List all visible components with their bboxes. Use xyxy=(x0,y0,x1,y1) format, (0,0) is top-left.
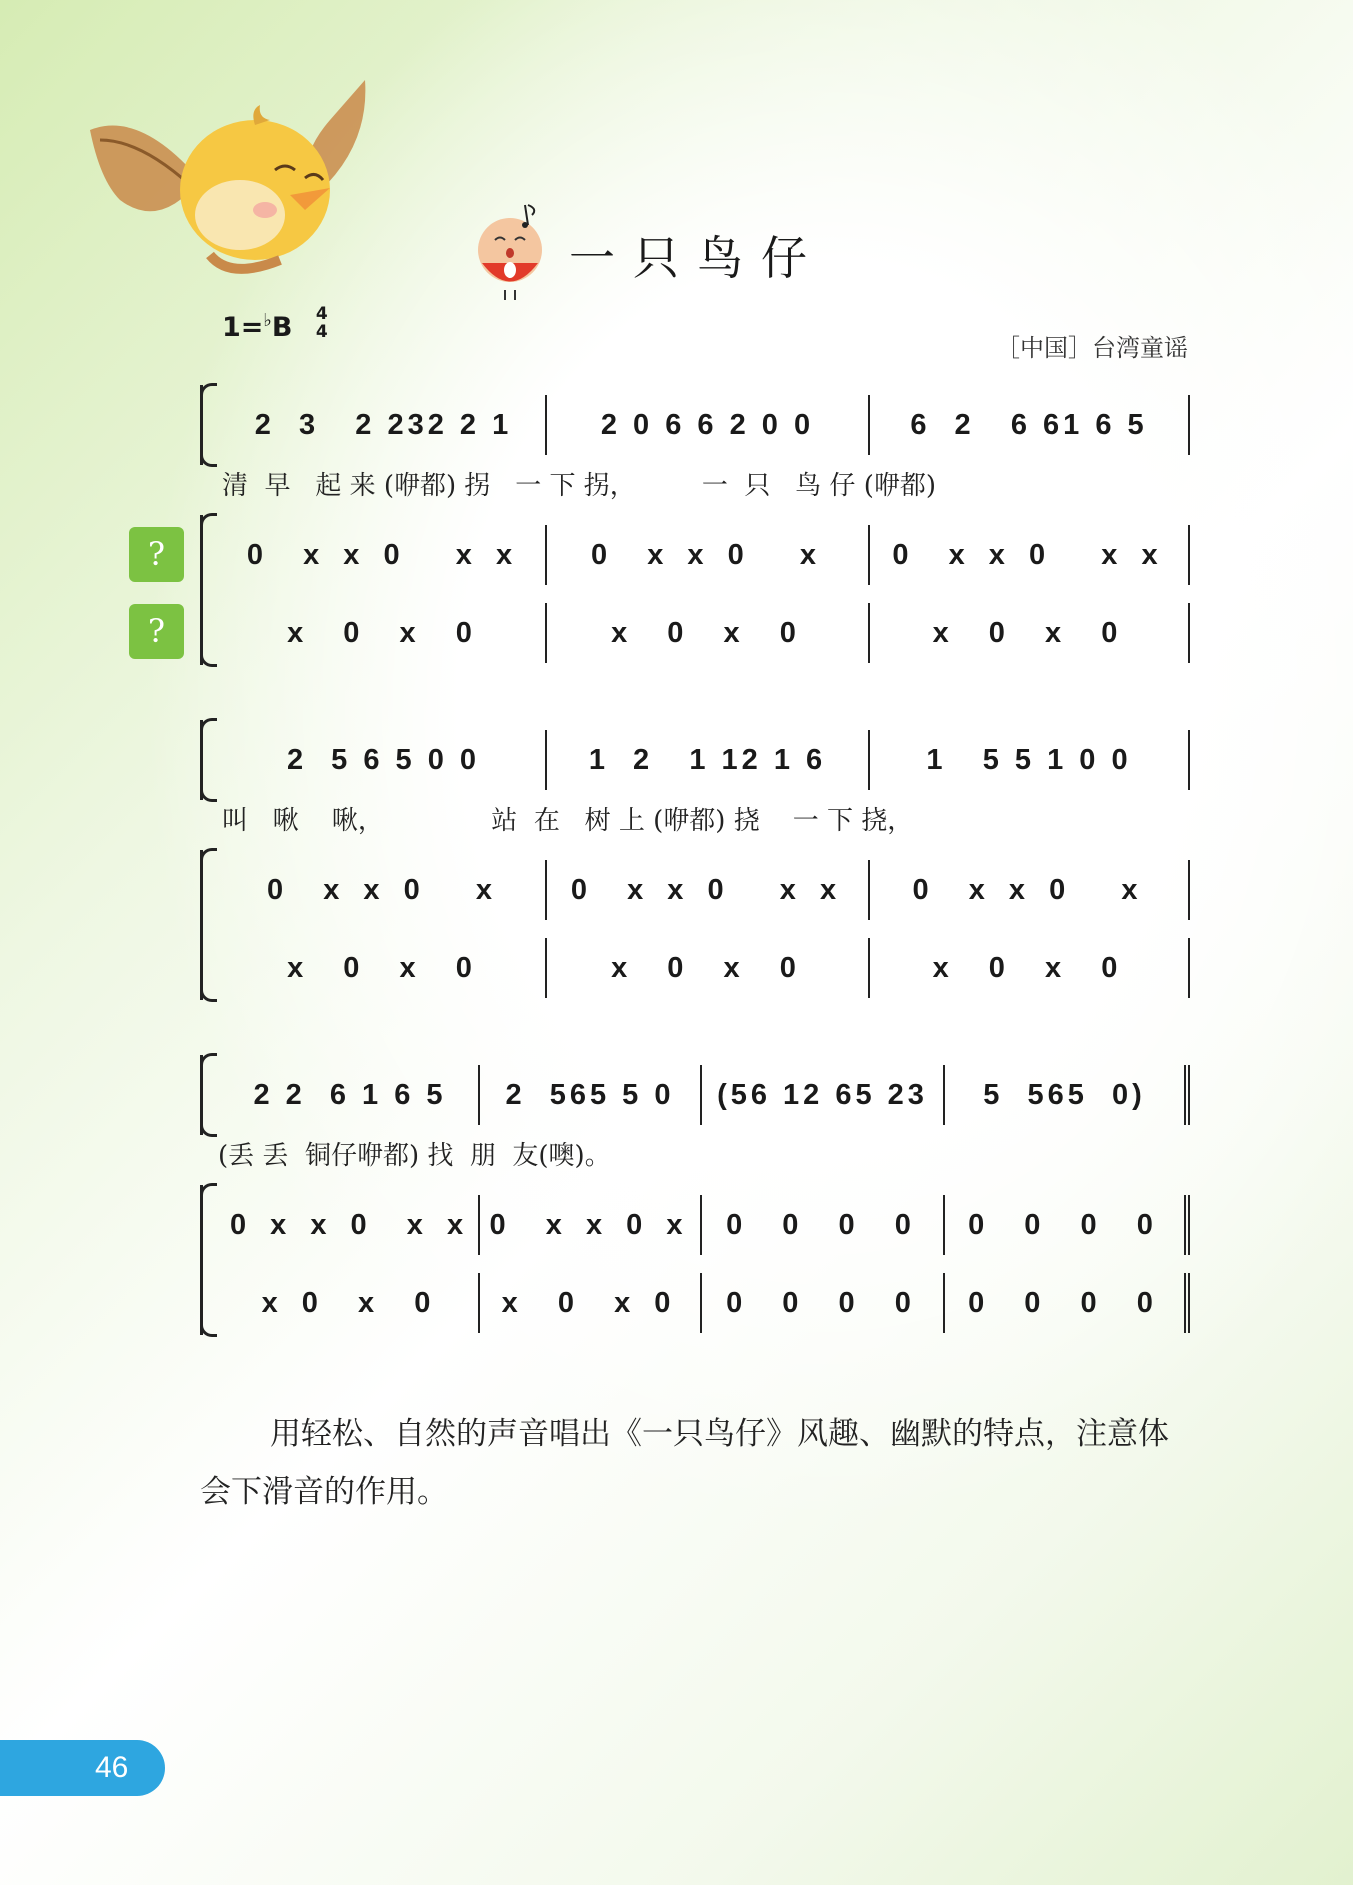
measure xyxy=(480,1195,702,1255)
lyrics-line: (丢 丢 铜仔咿都) 找 朋 友(噢)。 xyxy=(218,1141,611,1171)
rhythm: x 0 x 0 xyxy=(611,616,804,649)
melody-brace xyxy=(200,720,223,800)
rhythm: 0 x x 0 x x xyxy=(246,538,521,571)
rhythm: 0 x x 0 x xyxy=(489,1208,691,1241)
melody-row xyxy=(222,1065,1190,1125)
melody-brace xyxy=(200,1055,223,1135)
rhythm: x 0 x 0 xyxy=(611,951,804,984)
rhythm: x 0 x 0 xyxy=(932,951,1126,984)
measure xyxy=(870,730,1190,790)
measure xyxy=(222,938,547,998)
question-box-1: ? xyxy=(129,527,184,582)
notes: 2 2 6 1 6 5 xyxy=(253,1078,447,1111)
notes: 1 2 1 12 1 6 xyxy=(588,743,827,776)
rhythm: x 0 x 0 xyxy=(932,616,1126,649)
rhythm: 0 x x 0 x xyxy=(590,538,825,571)
measure xyxy=(222,395,547,455)
flat-symbol: ♭ xyxy=(263,310,272,331)
measure xyxy=(547,860,870,920)
notes: (56 12 65 23 xyxy=(717,1078,928,1111)
measure xyxy=(222,730,547,790)
measure xyxy=(945,1065,1190,1125)
measure xyxy=(547,938,870,998)
instruction-text xyxy=(200,1405,1190,1521)
notes: 1 5 5 1 0 0 xyxy=(926,743,1132,776)
song-source: ［中国］台湾童谣 xyxy=(996,334,1188,362)
rhythm: 0 0 0 0 xyxy=(968,1208,1161,1241)
percussion-brace xyxy=(200,515,223,665)
measure xyxy=(547,603,870,663)
measure xyxy=(222,1195,480,1255)
percussion-row-2 xyxy=(222,1273,1190,1333)
rhythm: 0 0 0 0 xyxy=(726,1208,919,1241)
measure xyxy=(222,603,547,663)
measure xyxy=(480,1065,702,1125)
instruction-paragraph: 用轻松、自然的声音唱出《一只鸟仔》风趣、幽默的特点，注意体会下滑音的作用。 xyxy=(200,1416,1169,1510)
lyrics-line: 清 早 起 来 (咿都) 拐 一 下 拐， 一 只 鸟 仔 (咿都) xyxy=(222,471,936,501)
rhythm: 0 x x 0 x x xyxy=(570,873,845,906)
key-prefix: 1= xyxy=(222,312,264,343)
percussion-row-1 xyxy=(222,1195,1190,1255)
key-signature xyxy=(222,303,328,347)
rhythm: 0 0 0 0 xyxy=(968,1286,1161,1319)
measure xyxy=(870,860,1190,920)
rhythm: x 0 x 0 xyxy=(287,951,480,984)
key-note: B xyxy=(271,312,293,343)
percussion-brace xyxy=(200,850,223,1000)
measure xyxy=(945,1195,1190,1255)
notes: 2 0 6 6 2 0 0 xyxy=(600,408,815,441)
measure xyxy=(222,1065,480,1125)
rhythm: x 0 x 0 xyxy=(287,616,480,649)
time-bottom: 4 xyxy=(315,321,328,342)
measure xyxy=(222,525,547,585)
melody-row xyxy=(222,730,1190,790)
measure xyxy=(702,1195,945,1255)
measure xyxy=(547,395,870,455)
measure xyxy=(870,395,1190,455)
measure xyxy=(547,730,870,790)
notes: 2 565 5 0 xyxy=(505,1078,675,1111)
percussion-row-1 xyxy=(222,860,1190,920)
singing-ball-icon xyxy=(470,195,555,305)
measure xyxy=(870,603,1190,663)
percussion-row-2 xyxy=(222,603,1190,663)
percussion-brace xyxy=(200,1185,223,1335)
lyrics-line: 叫 啾 啾， 站 在 树 上 (咿都) 挠 一 下 挠， xyxy=(222,806,914,836)
rhythm: 0 x x 0 x x xyxy=(892,538,1166,571)
notes: 2 3 2 232 2 1 xyxy=(254,408,513,441)
measure xyxy=(702,1273,945,1333)
measure xyxy=(870,938,1190,998)
notes: 2 5 6 5 0 0 xyxy=(286,743,481,776)
rhythm: 0 x x 0 x x xyxy=(230,1208,472,1241)
rhythm: 0 x x 0 x xyxy=(912,873,1146,906)
melody-row xyxy=(222,395,1190,455)
page-number: 46 xyxy=(0,1740,165,1796)
notes: 5 565 0) xyxy=(983,1078,1146,1111)
percussion-row-2 xyxy=(222,938,1190,998)
rhythm: x 0 x 0 xyxy=(261,1286,439,1319)
question-box-2: ? xyxy=(129,604,184,659)
rhythm: 0 0 0 0 xyxy=(726,1286,919,1319)
time-signature xyxy=(316,305,328,341)
rhythm: 0 x x 0 x xyxy=(266,873,501,906)
percussion-row-1 xyxy=(222,525,1190,585)
time-top: 4 xyxy=(315,303,328,324)
song-title: 一只鸟仔 xyxy=(569,231,825,285)
title-block xyxy=(470,195,825,305)
measure xyxy=(480,1273,702,1333)
measure xyxy=(870,525,1190,585)
measure xyxy=(702,1065,945,1125)
measure xyxy=(547,525,870,585)
melody-brace xyxy=(200,385,223,465)
measure xyxy=(222,860,547,920)
measure xyxy=(945,1273,1190,1333)
bird-illustration xyxy=(80,70,370,290)
rhythm: x 0 x 0 xyxy=(501,1286,679,1319)
measure xyxy=(222,1273,480,1333)
notes: 6 2 6 61 6 5 xyxy=(910,408,1148,441)
